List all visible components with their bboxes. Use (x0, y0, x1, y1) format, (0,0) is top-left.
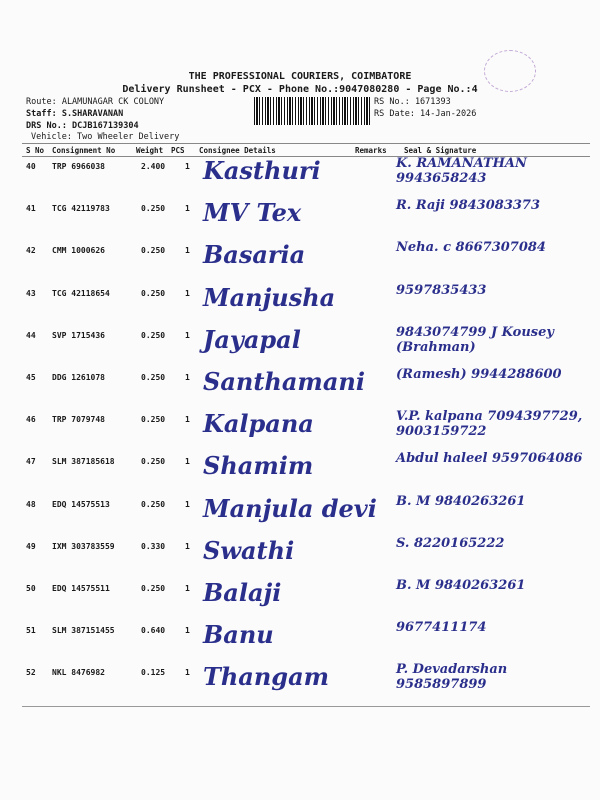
row-sno: 47 (26, 457, 36, 467)
row-consignment-no: EDQ 14575513 (52, 499, 110, 509)
row-weight: 0.250 (141, 288, 166, 298)
row-weight: 0.250 (141, 246, 166, 256)
row-weight: 0.330 (141, 541, 166, 551)
row-consignee-handwritten: Banu (203, 620, 274, 650)
barcode (254, 97, 370, 125)
row-consignee-handwritten: Kalpana (203, 409, 314, 439)
row-pcs: 1 (185, 541, 190, 551)
row-pcs: 1 (185, 330, 190, 340)
row-consignee-handwritten: Kasthuri (203, 156, 321, 185)
row-sno: 40 (26, 162, 36, 171)
row-consignment-no: SLM 387151455 (52, 626, 115, 636)
row-pcs: 1 (185, 373, 190, 382)
row-weight: 0.250 (141, 499, 166, 509)
row-pcs: 1 (185, 457, 190, 467)
row-sno: 46 (26, 415, 36, 425)
row-sno: 52 (26, 668, 36, 678)
staff-label: Staff: S.SHARAVANAN (26, 109, 124, 119)
row-pcs: 1 (185, 415, 190, 425)
row-consignee-handwritten: MV Tex (203, 198, 302, 228)
row-consignment-no: EDQ 14575511 (52, 584, 110, 593)
row-pcs: 1 (185, 499, 190, 509)
row-sno: 48 (26, 499, 36, 509)
row-consignment-no: DDG 1261078 (52, 373, 105, 382)
col-remarks: Remarks (355, 146, 387, 155)
row-weight: 0.250 (141, 415, 166, 425)
col-consignee: Consignee Details (199, 146, 276, 155)
row-consignee-handwritten: Jayapal (203, 324, 301, 354)
runsheet-subtitle: Delivery Runsheet - PCX - Phone No.:9047080280 - Page No.:4 (122, 84, 478, 95)
row-weight: 0.250 (141, 330, 166, 340)
row-consignment-no: SVP 1715436 (52, 330, 105, 340)
row-pcs: 1 (185, 626, 190, 636)
row-signature-handwritten: 9597835433 (396, 282, 487, 298)
row-signature-handwritten: V.P. kalpana 7094397729, 9003159722 (396, 409, 583, 440)
row-sno: 49 (26, 541, 36, 551)
table-row (0, 662, 600, 710)
row-sno: 50 (26, 584, 36, 593)
row-consignment-no: CMM 1000626 (52, 246, 105, 256)
row-sno: 43 (26, 288, 36, 298)
row-consignee-handwritten: Thangam (203, 662, 330, 692)
row-consignee-handwritten: Manjusha (203, 282, 336, 312)
row-consignment-no: TCG 42118654 (52, 288, 110, 298)
row-consignee-handwritten: Balaji (203, 578, 282, 607)
col-consignment: Consignment No (52, 146, 116, 155)
row-pcs: 1 (185, 246, 190, 256)
row-weight: 0.250 (141, 584, 166, 593)
vehicle-label: Vehicle: Two Wheeler Delivery (31, 132, 180, 142)
row-weight: 0.250 (141, 457, 166, 467)
row-consignment-no: TCG 42119783 (52, 204, 110, 214)
table-bottom-divider (22, 706, 590, 707)
row-consignee-handwritten: Manjula devi (203, 493, 377, 523)
row-signature-handwritten: B. M 9840263261 (396, 493, 526, 509)
row-signature-handwritten: Neha. c 8667307084 (396, 240, 546, 256)
rs-date: RS Date: 14-Jan-2026 (374, 109, 477, 119)
row-signature-handwritten: P. Devadarshan 9585897899 (396, 662, 508, 693)
row-consignee-handwritten: Swathi (203, 535, 295, 565)
table-top-divider (22, 143, 590, 144)
row-signature-handwritten: 9843074799 J Kousey (Brahman) (396, 324, 554, 355)
col-seal-signature: Seal & Signature (404, 146, 477, 155)
row-signature-handwritten: K. RAMANATHAN 9943658243 (396, 156, 527, 186)
col-sno: S No (26, 146, 45, 155)
row-signature-handwritten: B. M 9840263261 (396, 578, 526, 593)
row-sno: 42 (26, 246, 36, 256)
row-weight: 2.400 (141, 162, 166, 171)
row-signature-handwritten: Abdul haleel 9597064086 (396, 451, 583, 467)
row-weight: 0.250 (141, 204, 166, 214)
row-pcs: 1 (185, 162, 190, 171)
row-signature-handwritten: 9677411174 (396, 620, 487, 636)
drs-number: DRS No.: DCJB167139304 (26, 121, 139, 131)
row-consignment-no: NKL 8476982 (52, 668, 105, 678)
row-consignee-handwritten: Basaria (203, 240, 306, 270)
col-weight: Weight (136, 146, 164, 155)
row-pcs: 1 (185, 204, 190, 214)
row-sno: 45 (26, 373, 36, 382)
row-pcs: 1 (185, 668, 190, 678)
row-pcs: 1 (185, 288, 190, 298)
row-sno: 44 (26, 330, 36, 340)
row-signature-handwritten: R. Raji 9843083373 (396, 198, 541, 214)
company-title: THE PROFESSIONAL COURIERS, COIMBATORE (188, 71, 412, 82)
route-label: Route: ALAMUNAGAR CK COLONY (26, 97, 165, 107)
row-consignee-handwritten: Shamim (203, 451, 314, 481)
rs-number: RS No.: 1671393 (374, 97, 451, 107)
col-pcs: PCS (171, 146, 185, 155)
row-consignment-no: IXM 303783559 (52, 541, 115, 551)
row-signature-handwritten: (Ramesh) 9944288600 (396, 367, 562, 382)
row-weight: 0.125 (141, 668, 166, 678)
row-consignee-handwritten: Santhamani (203, 367, 365, 396)
row-consignment-no: TRP 7079748 (52, 415, 105, 425)
row-weight: 0.250 (141, 373, 166, 382)
row-pcs: 1 (185, 584, 190, 593)
row-consignment-no: TRP 6966038 (52, 162, 105, 171)
row-sno: 41 (26, 204, 36, 214)
row-weight: 0.640 (141, 626, 166, 636)
row-signature-handwritten: S. 8220165222 (396, 535, 505, 551)
row-consignment-no: SLM 387185618 (52, 457, 115, 467)
row-sno: 51 (26, 626, 36, 636)
